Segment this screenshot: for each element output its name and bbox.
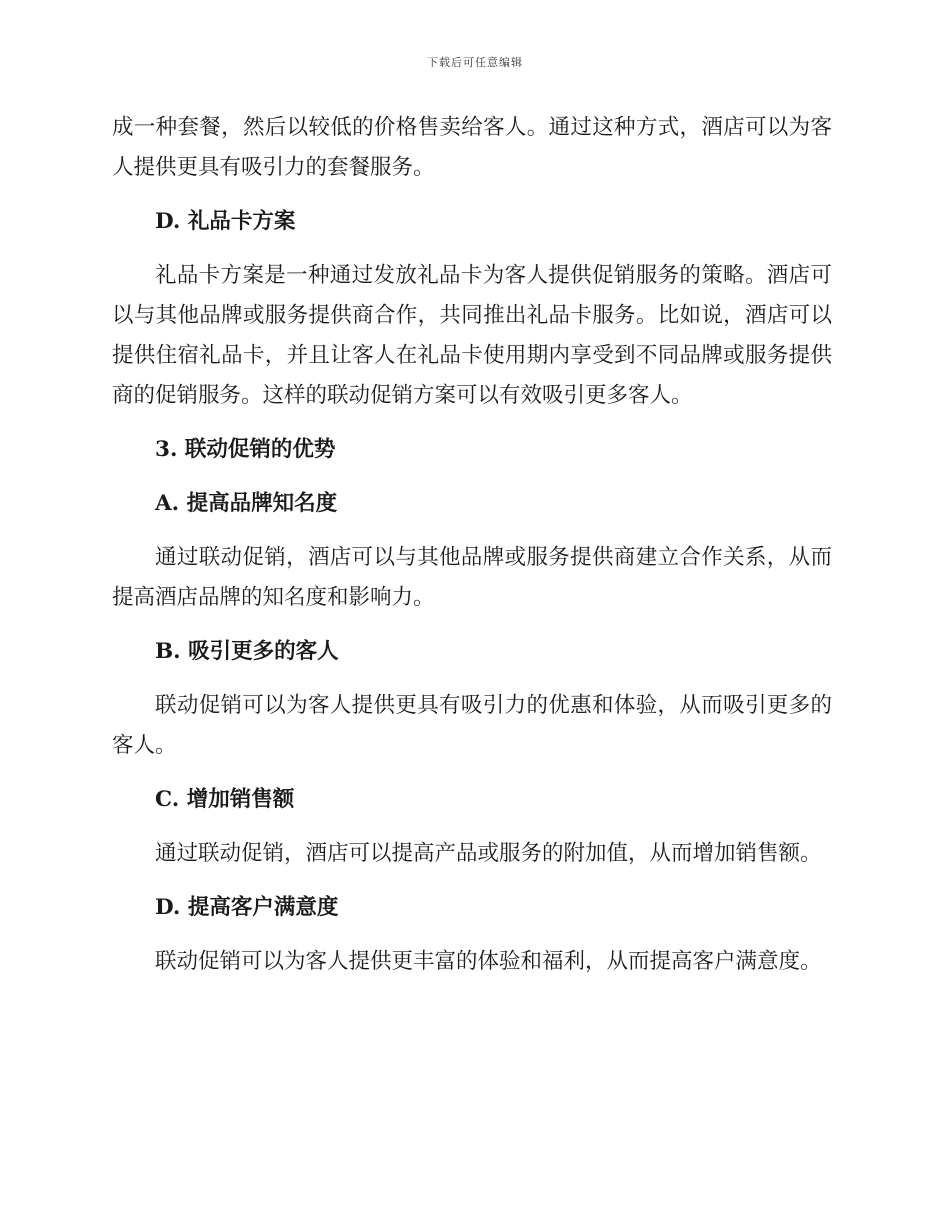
heading-increase-sales: C. 增加销售额 <box>155 787 295 812</box>
page-header: 下载后可任意编辑 <box>427 56 523 69</box>
paragraph-customer-satisfaction: 联动促销可以为客人提供更丰富的体验和福利，从而提高客户满意度。 <box>155 949 822 974</box>
paragraph-brand-awareness: 通过联动促销，酒店可以与其他品牌或服务提供商建立合作关系，从而提高酒店品牌的知名度和影响力。 <box>112 545 832 610</box>
paragraph-increase-sales: 通过联动促销，酒店可以提高产品或服务的附加值，从而增加销售额。 <box>155 841 822 866</box>
heading-gift-card-plan: D. 礼品卡方案 <box>155 209 296 234</box>
paragraph-gift-card-plan: 礼品卡方案是一种通过发放礼品卡为客人提供促销服务的策略。酒店可以与其他品牌或服务提供商合作，共同推出礼品卡服务。比如说，酒店可以提供住宿礼品卡，并且让客人在礼品卡使用期内享受到不同品牌或服务提供商的促销服务。这样的联动促销方案可以有效吸引更多客人。 <box>112 263 832 408</box>
paragraph-attract-customers: 联动促销可以为客人提供更具有吸引力的优惠和体验，从而吸引更多的客人。 <box>112 693 832 758</box>
heading-attract-customers: B. 吸引更多的客人 <box>155 639 339 664</box>
heading-section-3: 3. 联动促销的优势 <box>155 437 336 462</box>
heading-customer-satisfaction: D. 提高客户满意度 <box>155 895 339 920</box>
paragraph-package-continued: 成一种套餐，然后以较低的价格售卖给客人。通过这种方式，酒店可以为客人提供更具有吸引力的套餐服务。 <box>112 115 832 180</box>
document-body <box>112 108 832 996</box>
heading-brand-awareness: A. 提高品牌知名度 <box>155 491 338 516</box>
